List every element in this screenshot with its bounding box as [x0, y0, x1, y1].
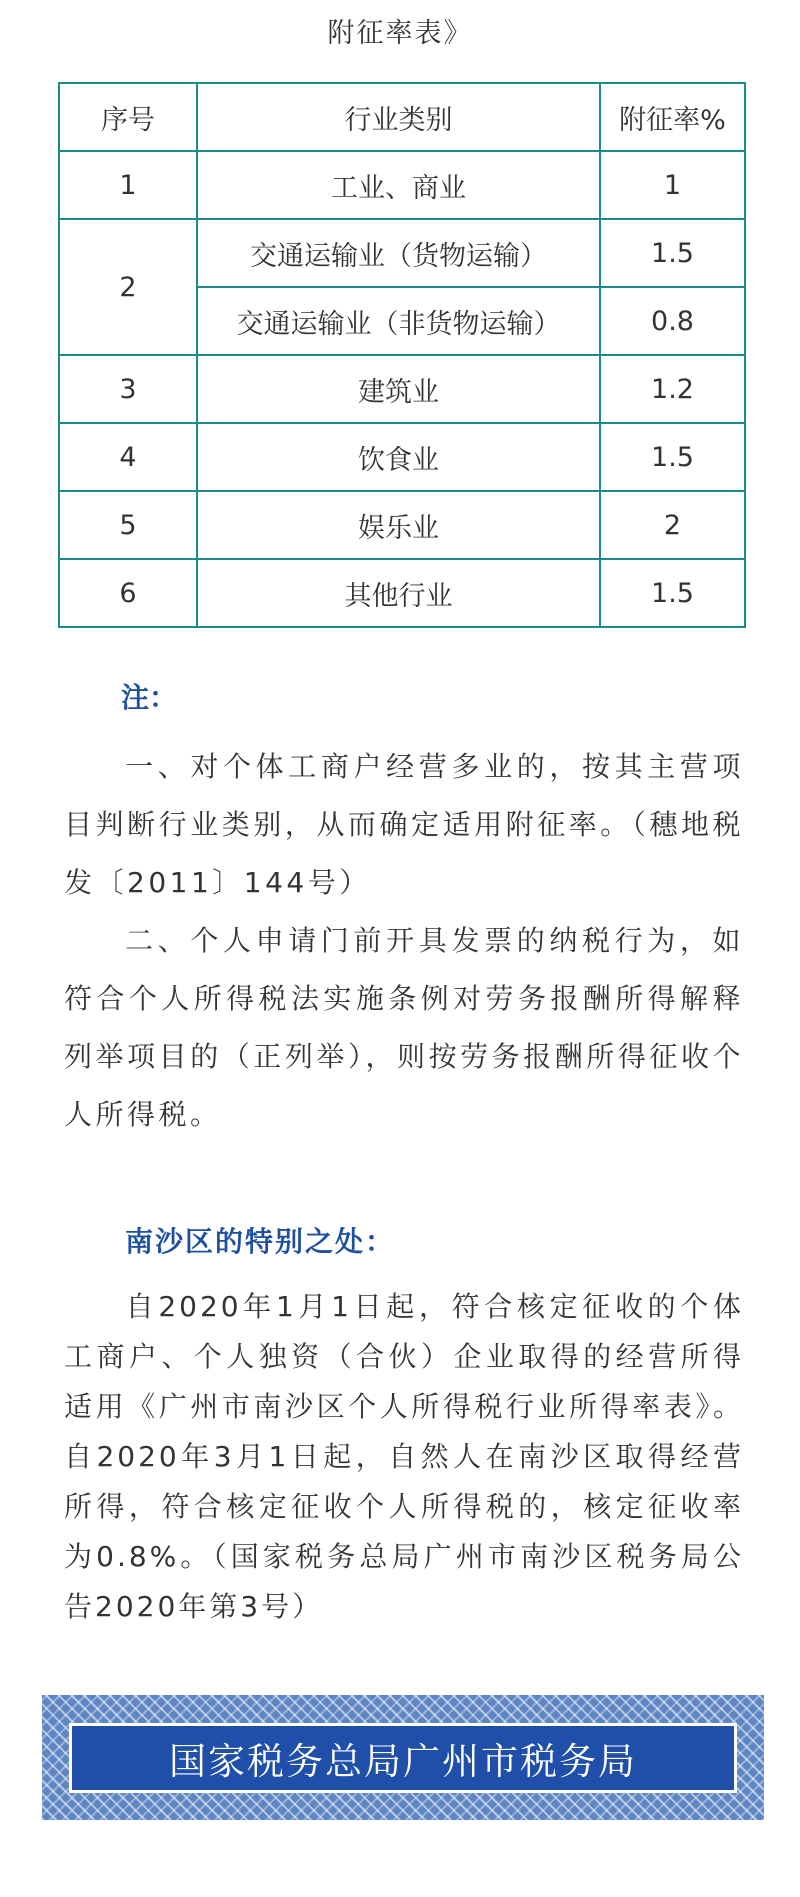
- table-row: [59, 355, 745, 423]
- row-rate: 0.8: [600, 287, 745, 355]
- table-row: [59, 423, 745, 491]
- row-category: 娱乐业: [197, 491, 600, 559]
- table-row: [59, 219, 745, 287]
- note-paragraph-2: [64, 912, 744, 1144]
- row-rate: 1.5: [600, 559, 745, 627]
- nansha-section-title: 南沙区的特别之处：: [125, 1225, 396, 1258]
- row-number: 5: [59, 491, 197, 559]
- note-text-1: 一、对个体工商户经营多业的，按其主营项目判断行业类别，从而确定适用附征率。（穗地税发〔2011〕144号）: [64, 750, 744, 899]
- row-number: 3: [59, 355, 197, 423]
- table-row: [59, 559, 745, 627]
- table-row: [59, 151, 745, 219]
- footer-title: 国家税务总局广州市税务局: [69, 1723, 737, 1793]
- note-paragraph-1: [64, 738, 744, 912]
- header-rate: 附征率%: [600, 83, 745, 151]
- note-text-2: 二、个人申请门前开具发票的纳税行为，如符合个人所得税法实施条例对劳务报酬所得解释列举项目的（正列举），则按劳务报酬所得征收个人所得税。: [64, 924, 744, 1131]
- nansha-text: 自2020年1月1日起，符合核定征收的个体工商户、个人独资（合伙）企业取得的经营所得适用《广州市南沙区个人所得税行业所得率表》。自2020年3月1日起，自然人在南沙区取得经营所得，符合核定征收个人所得税的，核定征收率为0.8%。（国家税务总局广州市南沙区税务局公告2020年第3号）: [64, 1290, 744, 1623]
- row-number: 1: [59, 151, 197, 219]
- row-rate: 1.5: [600, 423, 745, 491]
- row-category: 交通运输业（非货物运输）: [197, 287, 600, 355]
- row-number: 6: [59, 559, 197, 627]
- footer-banner: [42, 1695, 764, 1820]
- notes-label: 注：: [121, 681, 178, 714]
- nansha-paragraph: [64, 1282, 744, 1632]
- row-number: 2: [59, 219, 197, 355]
- table-header-row: [59, 83, 745, 151]
- rate-table: [58, 82, 746, 628]
- header-category: 行业类别: [197, 83, 600, 151]
- row-category: 交通运输业（货物运输）: [197, 219, 600, 287]
- row-category: 建筑业: [197, 355, 600, 423]
- row-category: 工业、商业: [197, 151, 600, 219]
- row-rate: 1.2: [600, 355, 745, 423]
- row-rate: 1: [600, 151, 745, 219]
- row-category: 其他行业: [197, 559, 600, 627]
- row-category: 饮食业: [197, 423, 600, 491]
- row-rate: 1.5: [600, 219, 745, 287]
- header-number: 序号: [59, 83, 197, 151]
- page-title: 附征率表》: [327, 18, 473, 49]
- row-rate: 2: [600, 491, 745, 559]
- row-number: 4: [59, 423, 197, 491]
- table-row: [59, 491, 745, 559]
